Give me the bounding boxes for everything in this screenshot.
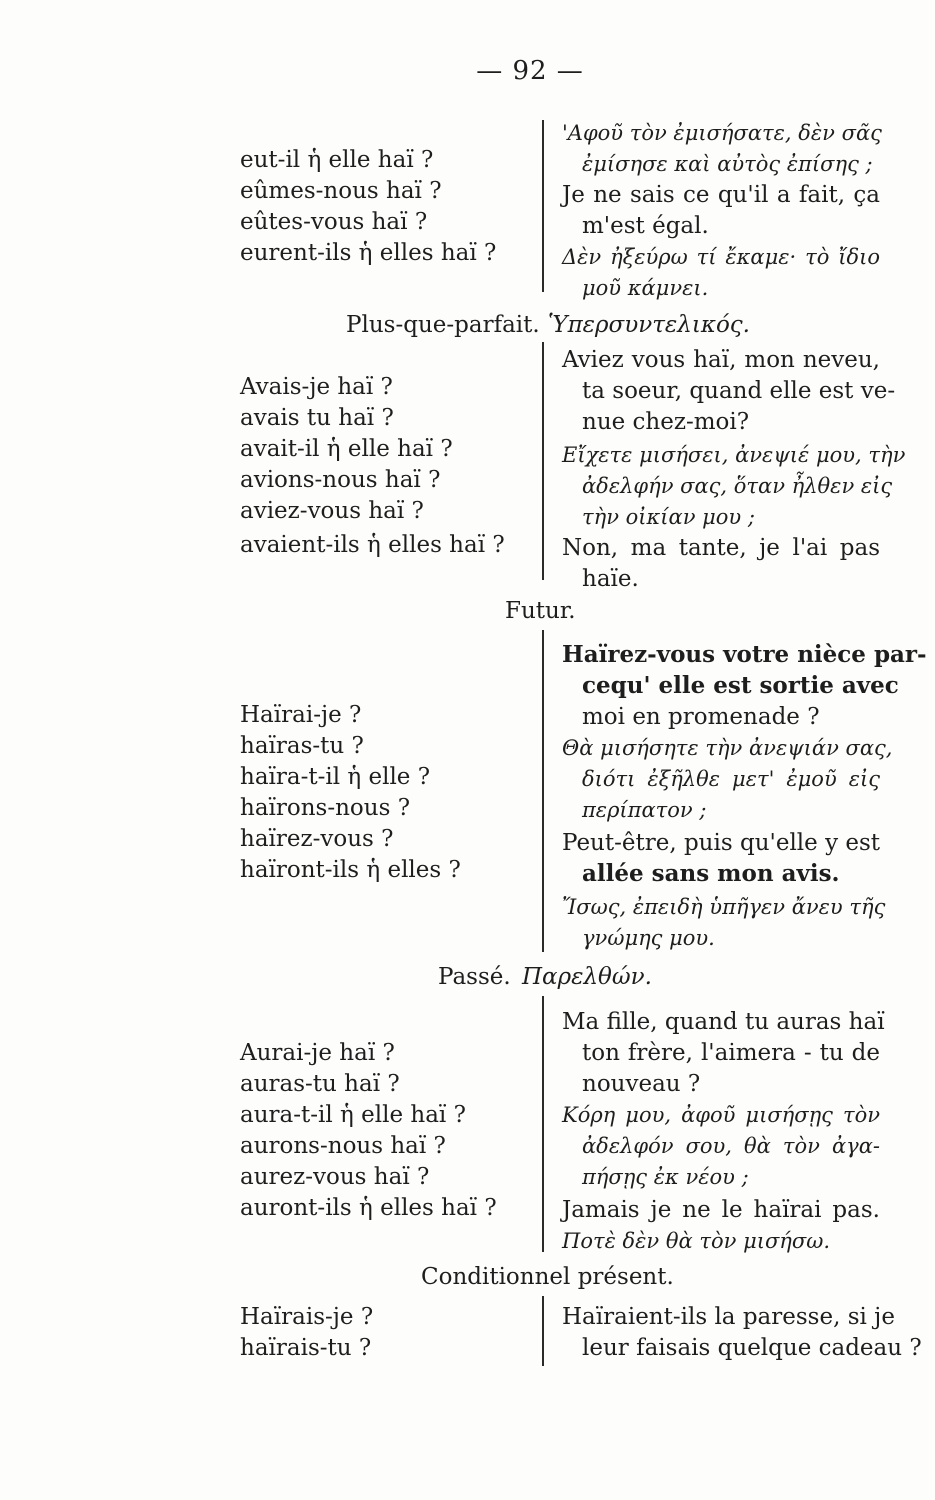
page-number: — 92 — <box>476 56 584 86</box>
example-line: haïe. <box>582 566 639 592</box>
tense-heading-greek: Ὑπερσυντελικός. <box>548 312 750 338</box>
conjugation-line: aurons-nous haï ? <box>240 1133 446 1159</box>
example-line: Haïrez-vous votre nièce par- <box>562 641 927 668</box>
example-line: Peut-être, puis qu'elle y est <box>562 830 881 856</box>
example-line: ἀδελφόν σου, θὰ τὸν ἀγα- <box>582 1134 880 1158</box>
example-line: Ἴσως, ἐπειδὴ ὑπῆγεν ἄνευ τῆς <box>562 895 886 919</box>
conjugation-line: haïront-ils ἡ elles ? <box>240 857 461 883</box>
conjugation-line: eurent-ils ἡ elles haï ? <box>240 240 497 266</box>
conjugation-line: aviez-vous haï ? <box>240 498 424 524</box>
example-line: Je ne sais ce qu'il a fait, ça <box>562 182 880 208</box>
example-line: Non, ma tante, je l'ai pas <box>562 535 880 561</box>
column-divider <box>542 630 544 952</box>
conjugation-line: Haïrais-je ? <box>240 1304 374 1330</box>
conjugation-line: avions-nous haï ? <box>240 467 441 493</box>
example-line: ἀδελφήν σας, ὅταν ἦλθεν εἰς <box>582 474 893 498</box>
conjugation-line: haïra-t-il ἡ elle ? <box>240 764 431 790</box>
example-line: Εἴχετε μισήσει, ἀνεψιέ μου, τὴν <box>562 443 906 467</box>
conjugation-line: haïrons-nous ? <box>240 795 411 821</box>
example-line: τὴν οἰκίαν μου ; <box>582 505 755 529</box>
tense-heading-greek: Παρελθών. <box>522 964 652 990</box>
example-line: ton frère, l'aimera - tu de <box>582 1040 880 1066</box>
column-divider <box>542 120 544 292</box>
conjugation-line: haïrais-tu ? <box>240 1335 372 1361</box>
conjugation-line: Avais-je haï ? <box>240 374 393 400</box>
conjugation-line: haïrez-vous ? <box>240 826 394 852</box>
example-line: Ma fille, quand tu auras haï <box>562 1009 885 1035</box>
example-line: Ποτὲ δὲν θὰ τὸν μισήσω. <box>562 1229 831 1253</box>
conjugation-line: Aurai-je haï ? <box>240 1040 395 1066</box>
conjugation-line: aura-t-il ἡ elle haï ? <box>240 1102 466 1128</box>
conjugation-line: avait-il ἡ elle haï ? <box>240 436 453 462</box>
example-line: Aviez vous haï, mon neveu, <box>562 347 880 373</box>
conjugation-line: avais tu haï ? <box>240 405 394 431</box>
column-divider <box>542 1296 544 1366</box>
conjugation-line: haïras-tu ? <box>240 733 364 759</box>
example-line: μοῦ κάμνει. <box>582 276 709 300</box>
example-line: moi en promenade ? <box>582 704 820 730</box>
conjugation-line: eut-il ἡ elle haï ? <box>240 147 434 173</box>
example-line: περίπατον ; <box>582 798 707 822</box>
conjugation-line: Haïrai-je ? <box>240 702 362 728</box>
example-line: leur faisais quelque cadeau ? <box>582 1335 922 1361</box>
example-line: ἐμίσησε καὶ αὐτὸς ἐπίσης ; <box>582 152 873 176</box>
tense-heading: Plus-que-parfait. <box>346 312 540 338</box>
example-line: Haïraient-ils la paresse, si je <box>562 1304 895 1330</box>
example-line: nouveau ? <box>582 1071 701 1097</box>
conjugation-line: aurez-vous haï ? <box>240 1164 430 1190</box>
example-line: m'est égal. <box>582 213 709 239</box>
column-divider <box>542 996 544 1252</box>
example-line: 'Αφοῦ τὸν ἐμισήσατε, δὲν σᾶς <box>562 121 882 145</box>
tense-heading: Passé. <box>438 964 511 990</box>
example-line: Θὰ μισήσητε τὴν ἀνεψιάν σας, <box>562 736 893 760</box>
example-line: γνώμης μου. <box>582 926 715 950</box>
example-line: διότι ἐξῆλθε μετ' ἐμοῦ εἰς <box>582 767 880 791</box>
example-line: ta soeur, quand elle est ve- <box>582 378 896 404</box>
conjugation-line: eûtes-vous haï ? <box>240 209 428 235</box>
example-line: Κόρη μου, ἀφοῦ μισήσῃς τὸν <box>562 1103 880 1127</box>
conjugation-line: eûmes-nous haï ? <box>240 178 442 204</box>
example-line: allée sans mon avis. <box>582 860 840 887</box>
conjugation-line: auras-tu haï ? <box>240 1071 400 1097</box>
column-divider <box>542 342 544 580</box>
example-line: πήσῃς ἐκ νέου ; <box>582 1165 749 1189</box>
tense-heading: Futur. <box>505 598 576 624</box>
conjugation-line: auront-ils ἡ elles haï ? <box>240 1195 497 1221</box>
example-line: Δὲν ἠξεύρω τί ἔκαμε· τὸ ἴδιο <box>562 245 880 269</box>
example-line: Jamais je ne le haïrai pas. <box>562 1197 880 1223</box>
example-line: nue chez-moi? <box>582 409 750 435</box>
conjugation-line: avaient-ils ἡ elles haï ? <box>240 532 505 558</box>
tense-heading: Conditionnel présent. <box>421 1264 674 1290</box>
example-line: cequ' elle est sortie avec <box>582 672 899 699</box>
